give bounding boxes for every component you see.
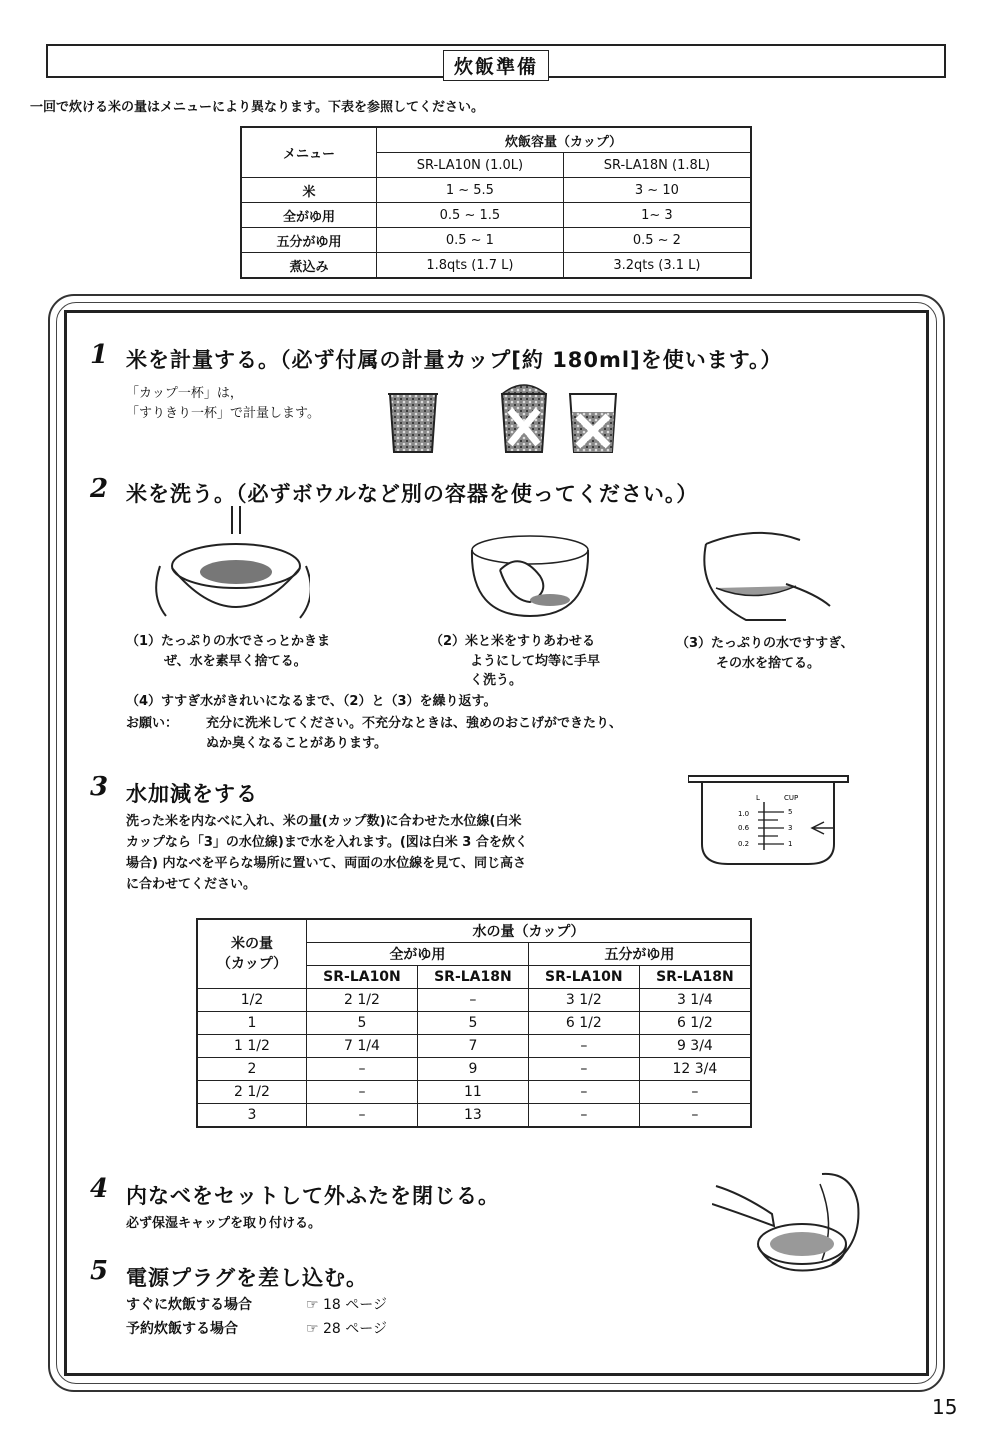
step2-caption2-line2: ようにして均等に手早 [470,654,601,669]
table-cell: 3 ~ 10 [563,178,751,203]
table-cell: – [528,1081,639,1104]
table-cell: 9 3/4 [639,1035,751,1058]
table-cell: 1.8qts (1.7 L) [377,253,564,279]
table-row [241,228,751,253]
table-cell: 13 [417,1104,528,1128]
step5-line1-label: すぐに炊飯する場合 [126,1297,252,1313]
intro-text: 一回で炊ける米の量はメニューにより異なります。下表を参照してください。 [30,100,484,115]
step2-note-label: お願い： [126,716,179,731]
step5-line1-ref[interactable]: ☞ 18 ページ [306,1297,387,1313]
water-amount-table [196,918,752,1128]
table-cell: 9 [417,1058,528,1081]
table-cell: 1 1/2 [197,1035,307,1058]
menu-header: メニュー [241,127,377,178]
cup-correct-icon [388,394,438,452]
table-cell: 0.5 ~ 1 [377,228,564,253]
measuring-cup-illustration [384,376,644,456]
step4-number: 4 [90,1174,109,1204]
step1-text-line1: 「カップ一杯」は， [126,386,243,401]
table-row [197,1012,751,1035]
gauge-right-label: 3 [788,824,793,832]
gauge-right-label: 5 [788,808,793,816]
bowl-stir-illustration [150,506,310,626]
step3-text-line3: 場合) 内なべを平らな場所に置いて、両面の水位線を見て、同じ高さ [126,856,526,871]
step5-line2-ref[interactable]: ☞ 28 ページ [306,1321,387,1337]
table-cell: 5 [417,1012,528,1035]
step5-title: 電源プラグを差し込む。 [126,1266,368,1290]
model-header: SR-LA18N [639,966,751,989]
step2-caption1-line1: （1）たっぷりの水でさっとかきま [126,634,331,649]
table-cell: 3 1/4 [639,989,751,1012]
step2-caption2-line3: く洗う。 [470,673,523,688]
arrow-left-icon [812,822,834,834]
group-header: 五分がゆ用 [528,943,751,966]
gauge-left-label: 0.2 [738,840,750,848]
table-cell: – [307,1104,418,1128]
gauge-cup-label: CUP [784,794,799,802]
table-cell: 6 1/2 [528,1012,639,1035]
model-header: SR-LA10N (1.0L) [377,153,564,178]
table-cell: 3 [197,1104,307,1128]
step1-number: 1 [90,340,109,370]
step2-caption3-line2: その水を捨てる。 [716,656,821,671]
table-row [197,1058,751,1081]
table-row [241,203,751,228]
table-cell: 11 [417,1081,528,1104]
table-row [197,1035,751,1058]
step3-number: 3 [90,772,109,802]
table-cell: – [528,1058,639,1081]
rice-header-line2: （カップ） [217,956,287,972]
table-cell: 1~ 3 [563,203,751,228]
table-cell: 0.5 ~ 1.5 [377,203,564,228]
table-cell: – [417,989,528,1012]
rice-header-line1: 米の量 [231,936,273,952]
step1-title: 米を計量する。（必ず付属の計量カップ[約 180ml]を使います。） [126,348,783,372]
step5-line2-label: 予約炊飯する場合 [126,1321,238,1337]
rice-cooker-illustration [712,1164,868,1284]
step2-caption1-line2: ぜ、水を素早く捨てる。 [164,654,307,669]
row-label: 米 [241,178,377,203]
step2-caption2-line1: （2）米と米をすりあわせる [430,634,596,649]
table-cell: 3 1/2 [528,989,639,1012]
table-cell: 2 [197,1058,307,1081]
inner-pot-water-level-diagram [688,774,852,870]
table-cell: 1/2 [197,989,307,1012]
row-label: 全がゆ用 [241,203,377,228]
gauge-right-label: 1 [788,840,793,848]
model-header: SR-LA10N [307,966,418,989]
step1-text-line2: 「すりきり一杯」で計量します。 [126,406,320,421]
step3-text-line2: カップなら「3」の水位線)まで水を入れます。(図は白米 3 合を炊く [126,835,528,850]
table-cell: 12 3/4 [639,1058,751,1081]
table-row [197,1104,751,1128]
group-header: 全がゆ用 [307,943,529,966]
model-header: SR-LA18N (1.8L) [563,153,751,178]
bowl-rinse-illustration [696,524,836,624]
table-cell: – [307,1081,418,1104]
table-cell: – [307,1058,418,1081]
table-cell: – [639,1081,751,1104]
section-title: 炊飯準備 [443,50,549,81]
table-cell: – [528,1104,639,1128]
table-cell: 2 1/2 [307,989,418,1012]
cup-underfilled-icon [570,394,616,452]
table-cell: 6 1/2 [639,1012,751,1035]
section-title-bar [46,44,946,78]
gauge-left-label: 0.6 [738,824,750,832]
step3-title: 水加減をする [126,782,258,806]
gauge-left-label: 1.0 [738,810,750,818]
hands-washing-illustration [460,520,600,620]
table-row [241,178,751,203]
step2-note-line1: 充分に洗米してください。不充分なときは、強めのおこげができたり、 [206,716,623,731]
model-header: SR-LA18N [417,966,528,989]
step2-title: 米を洗う。（必ずボウルなど別の容器を使ってください。） [126,482,699,506]
step3-text-line1: 洗った米を内なべに入れ、米の量(カップ数)に合わせた水位線(白米 [126,814,522,829]
table-cell: 7 [417,1035,528,1058]
table-cell: 1 [197,1012,307,1035]
table-cell: 5 [307,1012,418,1035]
row-label: 煮込み [241,253,377,279]
table-row [241,253,751,279]
table-cell: – [639,1104,751,1128]
step2-caption4: （4）すすぎ水がきれいになるまで、（2）と（3）を繰り返す。 [126,694,497,709]
table-cell: 0.5 ~ 2 [563,228,751,253]
step4-subtext: 必ず保湿キャップを取り付ける。 [126,1216,322,1231]
capacity-table [240,126,752,279]
table-row [197,989,751,1012]
step4-title: 内なべをセットして外ふたを閉じる。 [126,1184,500,1208]
step2-caption3-line1: （3）たっぷりの水ですすぎ、 [676,636,854,651]
capacity-group-header: 炊飯容量（カップ） [377,127,752,153]
step3-text-line4: に合わせてください。 [126,877,257,892]
water-header: 水の量（カップ） [307,919,752,943]
model-header: SR-LA10N [528,966,639,989]
gauge-l-label: L [756,794,760,802]
table-cell: 1 ~ 5.5 [377,178,564,203]
table-row [197,1081,751,1104]
row-label: 五分がゆ用 [241,228,377,253]
table-cell: – [528,1035,639,1058]
step2-number: 2 [90,474,109,504]
step5-number: 5 [90,1256,109,1286]
table-cell: 7 1/4 [307,1035,418,1058]
step2-note-line2: ぬか臭くなることがあります。 [206,736,387,751]
page-number: 15 [932,1395,958,1419]
table-cell: 2 1/2 [197,1081,307,1104]
table-cell: 3.2qts (3.1 L) [563,253,751,279]
cup-heaped-icon [502,385,546,452]
